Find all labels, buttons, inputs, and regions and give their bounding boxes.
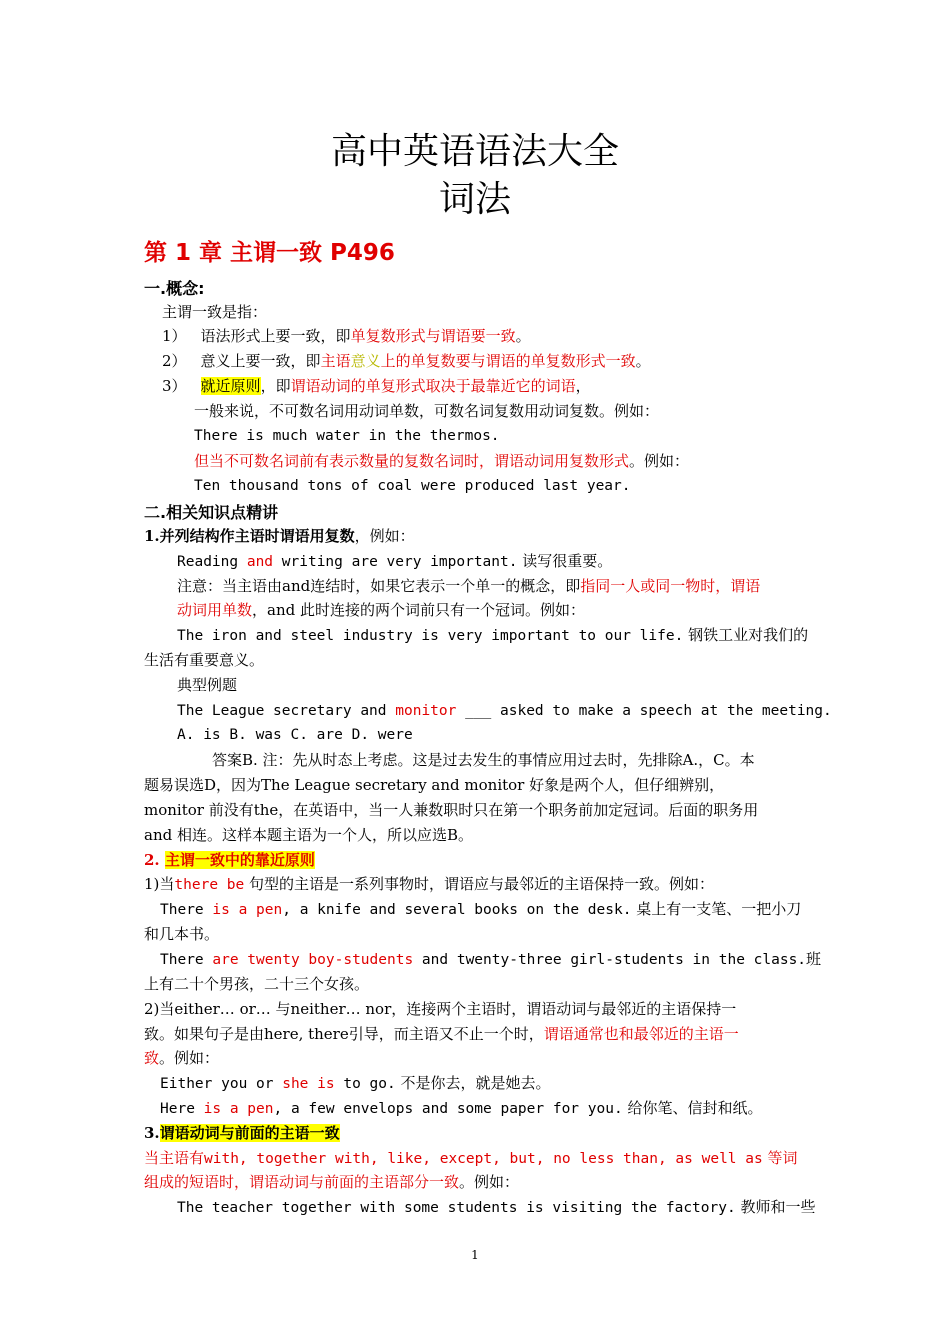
answer-line-4: and 相连。这样本题主语为一个人，所以应选B。 (144, 826, 473, 844)
item-1-note-line-1: 注意：当主语由and连结时，如果它表示一个单一的概念，即指同一人或同一物时，谓语 (177, 577, 761, 595)
concept-point-3-line-4: 但当不可数名词前有表示数量的复数名词时，谓语动词用复数形式。例如： (194, 452, 690, 470)
answer-line-2: 题易误选D，因为The League secretary and monitor 好象是两个人，但仔细辨别， (144, 776, 725, 794)
document-subtitle: 词法 (438, 179, 511, 220)
item-2-rule-1: 1)当there be 句型的主语是一系列事物时，谓语应与最邻近的主语保持一致。例如： (144, 875, 715, 893)
item-2-heading: 2. 主谓一致中的靠近原则 (144, 851, 315, 869)
concept-point-3-line-2: 一般来说，不可数名词用动词单数，可数名词复数用动词复数。例如： (194, 402, 660, 420)
typical-example-question: The League secretary and monitor ___ asked to make a speech at the meeting. (177, 703, 832, 719)
item-2-example-2-cont: 上有二十个男孩，二十三个女孩。 (144, 975, 370, 993)
typical-example-options: A. is B. was C. are D. were (177, 727, 413, 743)
item-1-example-2: The iron and steel industry is very important to our life. 钢铁工业对我们的 (177, 626, 809, 644)
answer-line-1: 答案B. 注：先从时态上考虑。这是过去发生的事情应用过去时，先排除A.，C。本 (212, 751, 755, 769)
document-title: 高中英语语法大全 (330, 131, 619, 172)
section-heading-concept: 一.概念: (144, 279, 205, 298)
chapter-heading: 第 1 章 主谓一致 P496 (144, 240, 395, 266)
concept-point-1: 1） 语法形式上要一致，即单复数形式与谓语要一致。 (162, 327, 531, 345)
section-heading-knowledge: 二.相关知识点精讲 (144, 503, 279, 522)
item-2-example-1-cont: 和几本书。 (144, 925, 220, 943)
item-2-example-2: There are twenty boy-students and twenty-three girl-students in the class.班 (160, 950, 822, 968)
item-2-example-1: There is a pen, a knife and several books on the desk. 桌上有一支笔、一把小刀 (160, 900, 802, 918)
item-2-rule-2-line-1: 2)当either… or… 与neither… nor，连接两个主语时，谓语动词与最邻近的主语保持一 (144, 1000, 737, 1018)
page-number: 1 (471, 1248, 479, 1262)
item-1-note-line-2: 动词用单数，and 此时连接的两个词前只有一个冠词。例如： (177, 601, 585, 619)
concept-intro: 主谓一致是指： (162, 303, 268, 321)
item-2-rule-2-line-2: 致。如果句子是由here, there引导，而主语又不止一个时，谓语通常也和最邻近的主语一 (144, 1025, 739, 1043)
item-2-example-4: Here is a pen, a few envelops and some paper for you. 给你笔、信封和纸。 (160, 1099, 763, 1117)
typical-example-label: 典型例题 (177, 676, 238, 694)
concept-point-3: 3） 就近原则，即谓语动词的单复形式取决于最靠近它的词语， (162, 377, 591, 395)
item-3-rule-line-2: 组成的短语时，谓语动词与前面的主语部分一致。例如： (144, 1173, 520, 1191)
item-3-rule-line-1: 当主语有with, together with, like, except, but, no less than, as well as 等词 (144, 1149, 798, 1167)
item-1-example-2-cont: 生活有重要意义。 (144, 651, 265, 669)
item-2-rule-2-line-3: 致。例如： (144, 1049, 220, 1067)
concept-example-1: There is much water in the thermos. (194, 428, 500, 444)
concept-point-2: 2） 意义上要一致，即主语意义上的单复数要与谓语的单复数形式一致。 (162, 352, 651, 370)
item-2-example-3: Either you or she is to go. 不是你去，就是她去。 (160, 1074, 551, 1092)
item-1-example: Reading and writing are very important. 读写很重要。 (177, 552, 613, 570)
item-1-heading: 1.并列结构作主语时谓语用复数，例如： (144, 527, 415, 545)
answer-line-3: monitor 前没有the，在英语中，当一人兼数职时只在第一个职务前加定冠词。后面的职务用 (144, 801, 759, 819)
item-3-heading: 3.谓语动词与前面的主语一致 (144, 1124, 340, 1142)
item-3-example-1: The teacher together with some students is visiting the factory. 教师和一些 (177, 1198, 816, 1216)
concept-example-2: Ten thousand tons of coal were produced last year. (194, 478, 631, 494)
